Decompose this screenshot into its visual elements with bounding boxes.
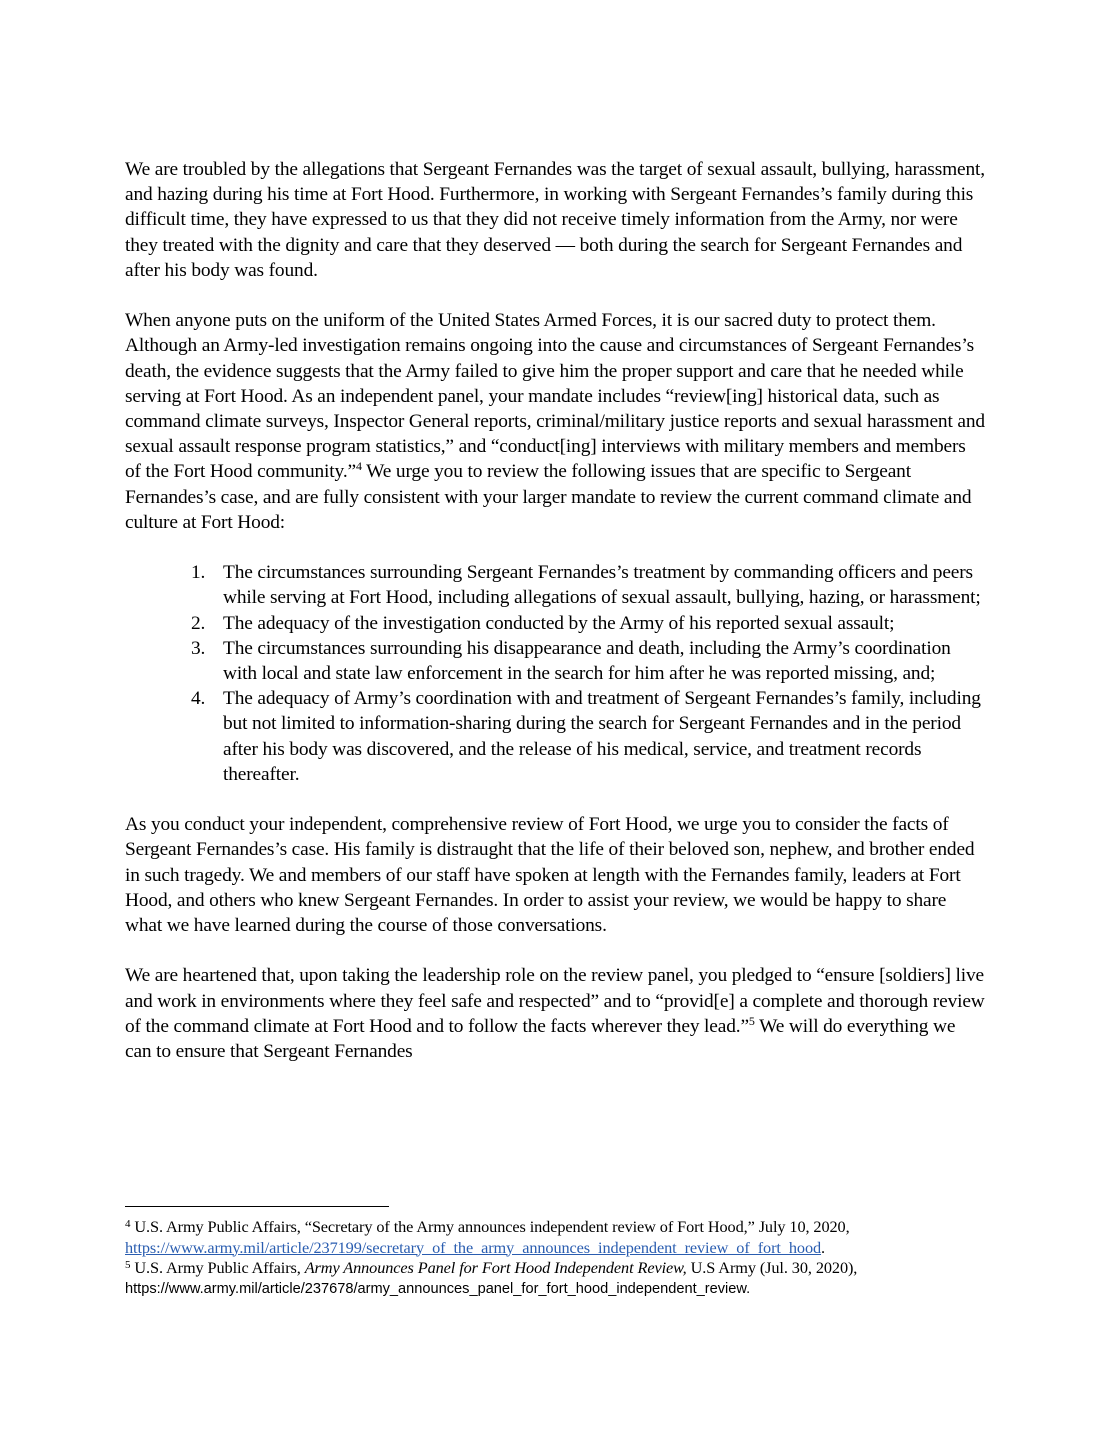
paragraph-text: When anyone puts on the uniform of the United States Armed Forces, it is our sacred duty to protect them. Although an Army-led investigation remains ongoing into the cause and circumstances of Sergeant Fernandes’s death, the evidence suggests that the Army failed to give him the proper support and care that he needed while serving at Fort Hood. As an independent panel, your mandate includes “review[ing] historical data, such as command climate surveys, Inspector General reports, criminal/military justice reports and sexual harassment and sexual assault response program statistics,” and “conduct[ing] interviews with military members and members of the Fort Hood community.” <box>125 310 985 483</box>
list-item-text: The adequacy of Army’s coordination with and treatment of Sergeant Fernandes’s family, including but not limited to information-sharing during the search for Sergeant Fernandes and in the period after his body was discovered, and the release of his medical, service, and treatment records thereafter. <box>223 688 981 785</box>
paragraph-allegations: We are troubled by the allegations that Sergeant Fernandes was the target of sexual assault, bullying, harassment, and hazing during his time at Fort Hood. Furthermore, in working with Sergeant Fernandes’s family during this difficult time, they have expressed to us that they did not receive timely information from the Army, nor were they treated with the dignity and care that they deserved — both during the search for Sergeant Fernandes and after his body was found. <box>125 159 985 281</box>
footnotes <box>125 1206 995 1299</box>
list-item-text: The circumstances surrounding his disappearance and death, including the Army’s coordination with local and state law enforcement in the search for him after he was reported missing, and; <box>223 637 951 685</box>
footnote-title: Army Announces Panel for Fort Hood Independent Review, <box>304 1258 687 1277</box>
issues-list <box>125 560 985 787</box>
paragraph-text: We are heartened that, upon taking the leadership role on the review panel, you pledged to “ensure [soldiers] live and work in environments where they feel safe and respected” and to “provid[e] a complete and thorough review of the command climate at Fort Hood and to follow the facts wherever they lead.” <box>125 965 985 1037</box>
list-number: 4. <box>191 688 206 710</box>
footnote-number: 4 <box>125 1218 131 1230</box>
paragraph-pledge <box>125 963 985 1064</box>
footnote-text: . <box>821 1237 826 1257</box>
letter-body <box>125 157 985 1089</box>
footnote-text: U.S. Army Public Affairs, <box>130 1258 305 1277</box>
list-item <box>125 611 985 636</box>
list-item-text: The circumstances surrounding Sergeant Fernandes’s treatment by commanding officers and peers while serving at Fort Hood, including allegations of sexual assault, bullying, hazing, or harassment; <box>223 562 981 609</box>
list-item <box>125 686 985 787</box>
footnote-divider <box>125 1206 389 1207</box>
list-number: 2. <box>191 612 206 634</box>
footnote-4 <box>125 1217 995 1258</box>
paragraph-text: We will do everything we can to ensure that Sergeant Fernandes <box>125 1015 956 1063</box>
footnote-ref-4[interactable]: 4 <box>355 459 362 474</box>
paragraph-mandate <box>125 308 985 535</box>
footnote-ref-5[interactable]: 5 <box>748 1013 755 1028</box>
footnote-text: U.S. Army Public Affairs, “Secretary of the Army announces independent review of Fort Hood,” July 10, 2020, <box>130 1217 850 1236</box>
footnote-url: https://www.army.mil/article/237678/army_announces_panel_for_fort_hood_independent_review. <box>125 1280 751 1297</box>
footnote-number: 5 <box>125 1259 131 1271</box>
list-item <box>125 636 985 686</box>
paragraph-review-request: As you conduct your independent, comprehensive review of Fort Hood, we urge you to consider the facts of Sergeant Fernandes’s case. His family is distraught that the life of their beloved son, nephew, and brother ended in such tragedy. We and members of our staff have spoken at length with the Fernandes family, leaders at Fort Hood, and others who knew Sergeant Fernandes. In order to assist your review, we would be happy to share what we have learned during the course of those conversations. <box>125 814 975 937</box>
paragraph-text: We urge you to review the following issues that are specific to Sergeant Fernandes’s case, and are fully consistent with your larger mandate to review the current command climate and culture at Fort Hood: <box>125 461 972 533</box>
list-number: 3. <box>191 637 206 659</box>
list-number: 1. <box>191 562 206 584</box>
list-item-text: The adequacy of the investigation conducted by the Army of his reported sexual assault; <box>223 612 895 634</box>
footnote-5 <box>125 1258 995 1299</box>
footnote-link[interactable]: https://www.army.mil/article/237199/secretary_of_the_army_announces_independent_review_of_fort_hood <box>125 1237 822 1257</box>
list-item <box>125 560 985 610</box>
footnote-text: U.S Army (Jul. 30, 2020), <box>686 1258 858 1277</box>
